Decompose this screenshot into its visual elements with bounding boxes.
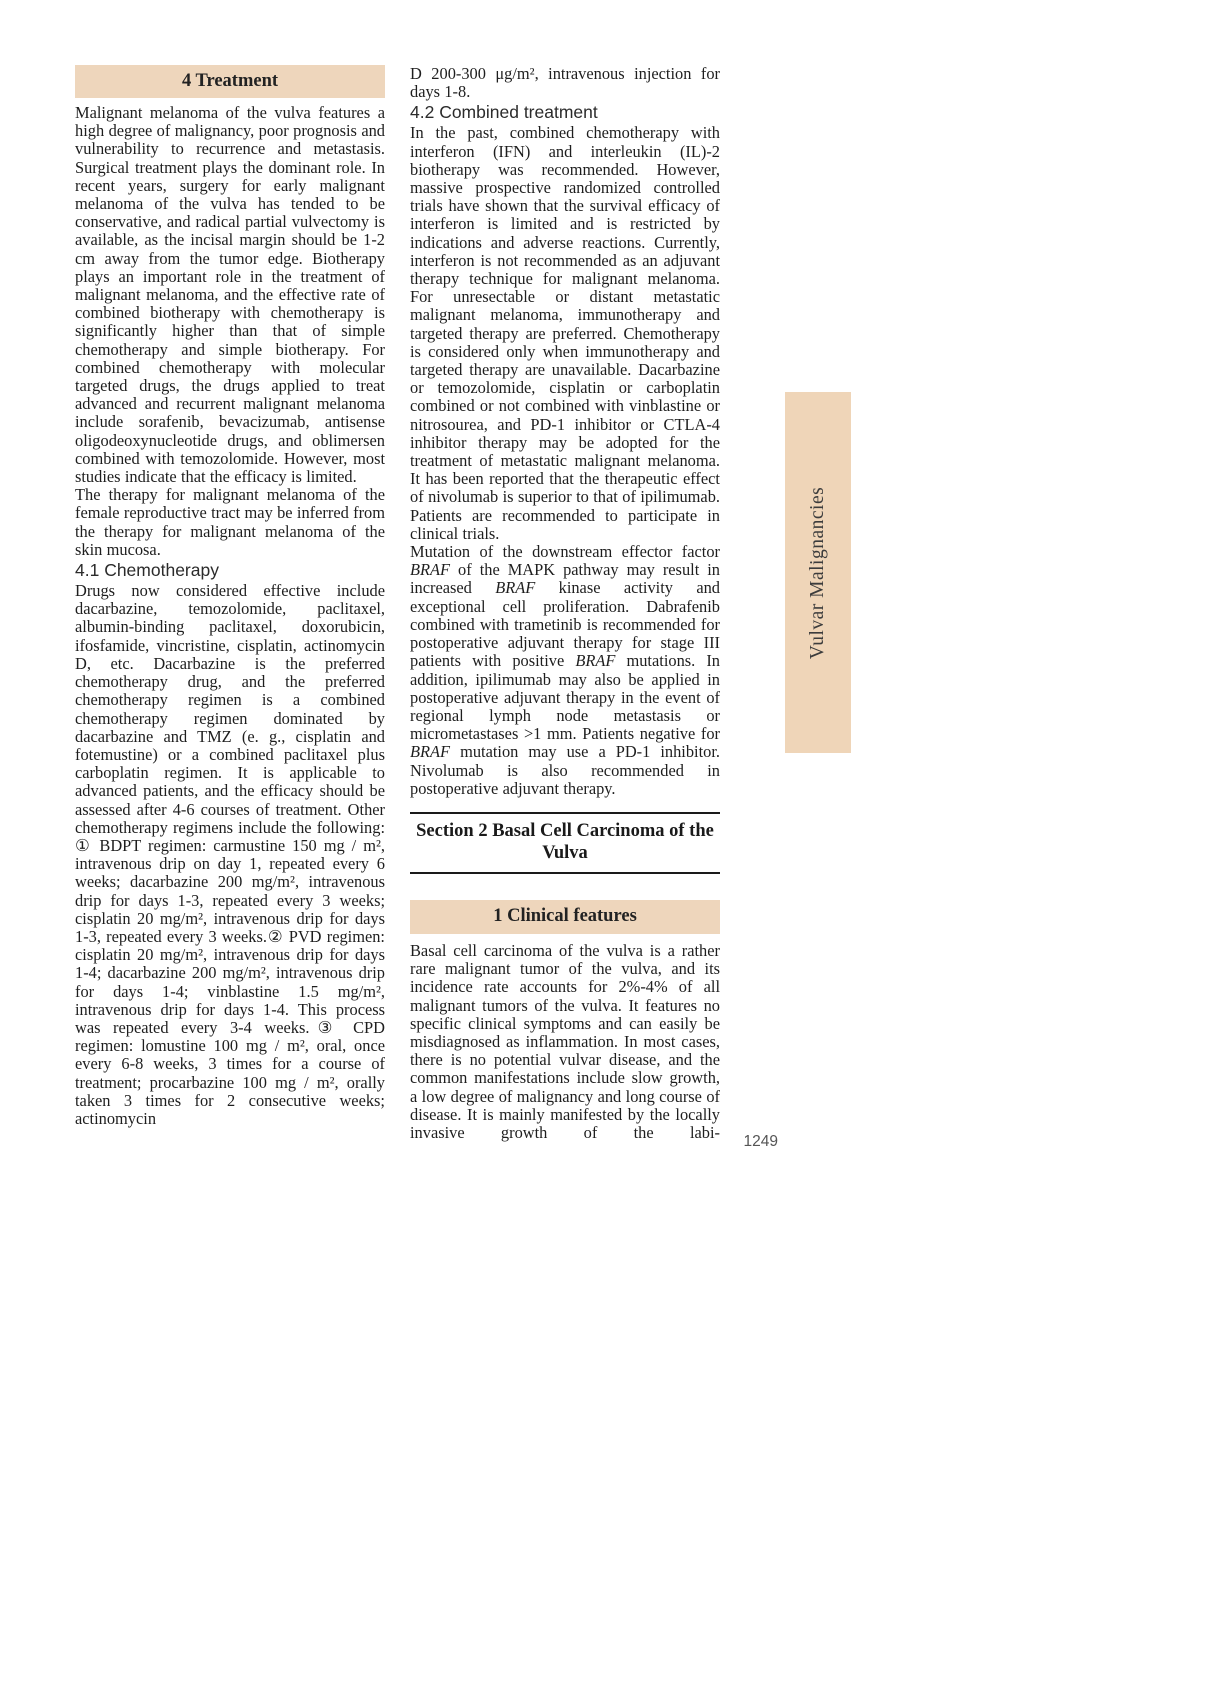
treatment-section-header — [75, 65, 385, 98]
paragraph-melanoma-treatment-overview: Malignant melanoma of the vulva features a high degree of malignancy, poor prognosis and vulnerability to recurrence and metastasis. Surgical treatment plays the dominant role. In recent years, surgery for early malignant melanoma of the vulva has tended to be conservative, and radical partial vulvectomy is available, as the incisal margin should be 1-2 cm away from the tumor edge. Biotherapy plays an important role in the treatment of malignant melanoma, and the effective rate of combined biotherapy with chemotherapy is significantly higher than that of simple chemotherapy and simple biotherapy. For combined chemotherapy with molecular targeted drugs, the drugs applied to treat advanced and recurrent malignant melanoma include sorafenib, bevacizumab, antisense oligodeoxynucleotide drugs, and oblimersen combined with temozolomide. However, most studies indicate that the efficacy is limited. — [75, 103, 385, 487]
paragraph-combined-treatment: In the past, combined chemotherapy with interferon (IFN) and interleukin (IL)-2 biotherapy was recommended. However, massive prospective randomized controlled trials have shown that the survival efficacy of interferon is limited and is restricted by indications and adverse reactions. Currently, interferon is not recommended as an adjuvant therapy technique for malignant melanoma. For unresectable or distant metastatic malignant melanoma, immunotherapy and targeted therapy are preferred. Chemotherapy is considered only when immunotherapy and targeted therapy are unavailable. Dacarbazine or temozolomide, cisplatin or carboplatin combined or not combined with vinblastine or nitrosourea, and PD-1 inhibitor or CTLA-4 inhibitor therapy may be adopted for the treatment of metastatic malignant melanoma. It has been reported that the therapeutic effect of nivolumab is superior to that of ipilimumab. Patients are recommended to participate in clinical trials. — [410, 123, 720, 543]
clinical-features-header — [410, 900, 720, 934]
right-column — [410, 65, 720, 1142]
chapter-thumb-tab — [785, 392, 851, 753]
paragraph-chemotherapy-regimens: Drugs now considered effective include dacarbazine, temozolomide, paclitaxel, albumin-binding paclitaxel, doxorubicin, ifosfamide, vincristine, cisplatin, actinomycin D, etc. Dacarbazine is the preferred chemotherapy drug, and the preferred chemotherapy regimen is a combined chemotherapy regimen dominated by dacarbazine and TMZ (e. g., cisplatin and fotemustine) or a combined paclitaxel plus carboplatin regimen. It is applicable to advanced patients, and the efficacy should be assessed after 4-6 courses of treatment. Other chemotherapy regimens include the following: ① BDPT regimen: carmustine 150 mg / m², intravenous drip on day 1, repeated every 6 weeks; dacarbazine 200 mg/m², intravenous drip for days 1-3, repeated every 3 weeks; cisplatin 20 mg/m², intravenous drip for days 1-3, repeated every 3 weeks.② PVD regimen: cisplatin 20 mg/m², intravenous drip for days 1-4; dacarbazine 200 mg/m², intravenous drip for days 1-4; vinblastine 1.5 mg/m², intravenous drip for days 1-4. This process was repeated every 3-4 weeks.③ CPD regimen: lomustine 100 mg / m², oral, once every 6-8 weeks, 3 times for a course of treatment; procarbazine 100 mg / m², orally taken 3 times for 2 consecutive weeks; actinomycin — [75, 581, 385, 1128]
left-column — [75, 65, 385, 1128]
chapter-thumb-tab-label: Vulvar Malignancies — [807, 486, 828, 659]
treatment-section-header-label: 4 Treatment — [181, 71, 279, 91]
section2-divider — [410, 812, 720, 874]
chemotherapy-subheading: 4.1 Chemotherapy — [75, 560, 219, 581]
combined-treatment-subheading: 4.2 Combined treatment — [410, 102, 598, 123]
paragraph-basal-cell-carcinoma: Basal cell carcinoma of the vulva is a rather rare malignant tumor of the vulva, and its incidence rate accounts for 2%-4% of all malignant tumors of the vulva. It features no specific clinical symptoms and can easily be misdiagnosed as inflammation. In most cases, there is no potential vulvar disease, and the common manifestations include slow growth, a low degree of malignancy and long course of disease. It is mainly manifested by the locally invasive growth of the labi- — [410, 940, 720, 1142]
paragraph-chemotherapy-regimens-continued: D 200-300 μg/m², intravenous injection for days 1-8. — [410, 64, 720, 102]
page-number: 1249 — [743, 1133, 778, 1150]
paragraph-therapy-inference: The therapy for malignant melanoma of the female reproductive tract may be inferred from the therapy for malignant melanoma of the skin mucosa. — [75, 485, 385, 559]
clinical-features-header-label: 1 Clinical features — [493, 906, 637, 927]
paragraph-braf-mutation: Mutation of the downstream effector factor BRAF of the MAPK pathway may result in increased BRAF kinase activity and exceptional cell proliferation. Dabrafenib combined with trametinib is recommended for postoperative adjuvant therapy for stage III patients with positive BRAF mutations. In addition, ipilimumab may also be applied in postoperative adjuvant therapy in the event of regional lymph node metastasis or micrometastases >1 mm. Patients negative for BRAF mutation may use a PD-1 inhibitor. Nivolumab is also recommended in postoperative adjuvant therapy. — [410, 542, 720, 798]
section2-title: Section 2 Basal Cell Carcinoma of the Vulva — [416, 820, 714, 863]
